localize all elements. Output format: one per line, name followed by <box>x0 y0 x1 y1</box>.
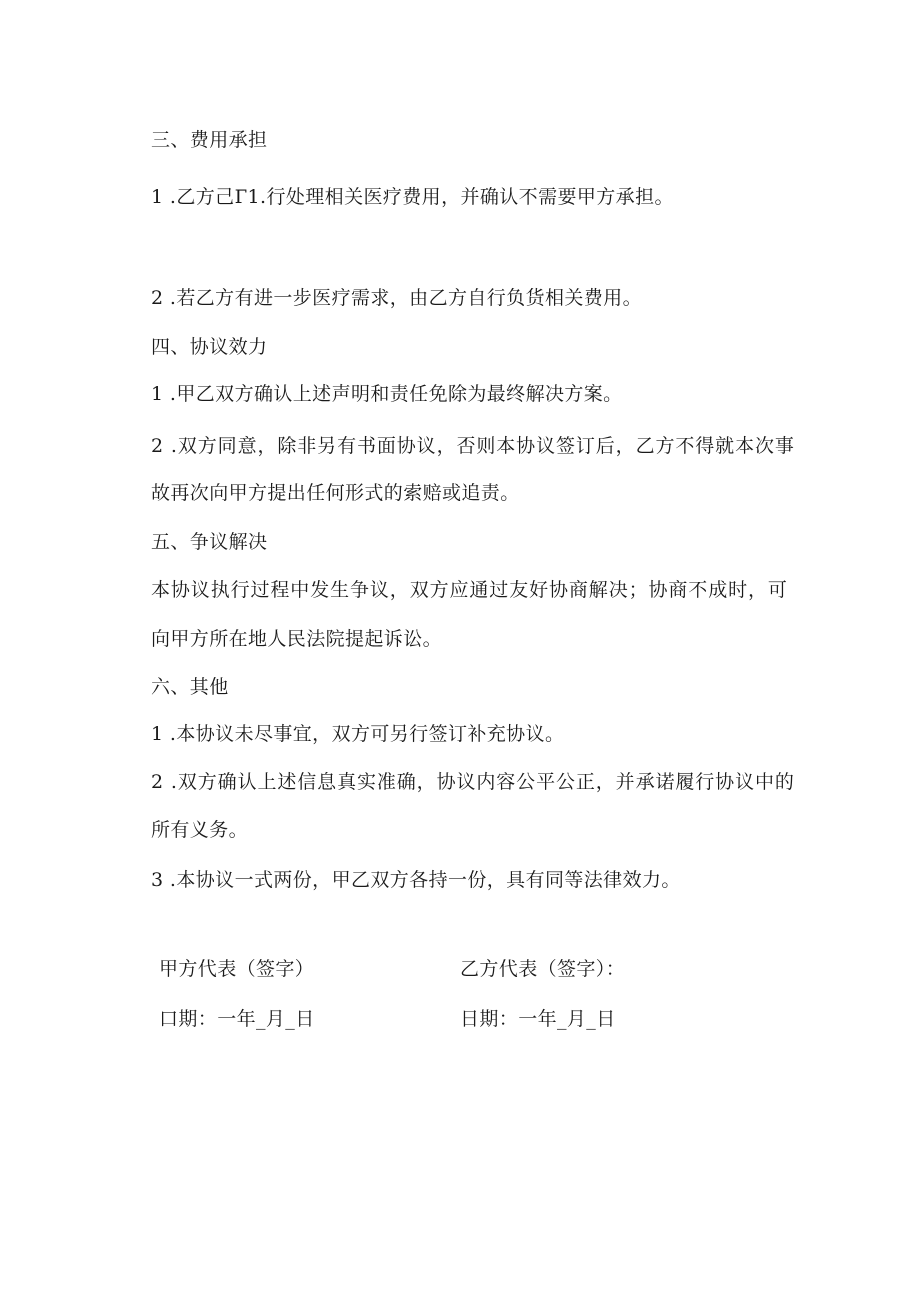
party-a-signature-label: 甲方代表（签字） <box>159 958 315 980</box>
section-5-paragraph-line-2: 向甲方所在地人民法院提起诉讼。 <box>151 628 443 650</box>
section-5-paragraph-line-1: 本协议执行过程中发生争议，双方应通过友好协商解决；协商不成时，可 <box>151 579 788 601</box>
party-b-date-line: 日期：一年_月_日 <box>460 1008 616 1030</box>
section-5-heading: 五、争议解决 <box>151 531 268 553</box>
section-6-item-1: 1 .本协议未尽事宜，双方可另行签订补充协议。 <box>151 723 565 745</box>
section-6-heading: 六、其他 <box>151 676 229 698</box>
section-3-heading: 三、费用承担 <box>151 129 268 151</box>
section-4-heading: 四、协议效力 <box>151 336 268 358</box>
party-a-date-line: 口期：一年_月_日 <box>159 1008 315 1030</box>
section-6-item-2-line-1: 2 .双方确认上述信息真实准确，协议内容公平公正，并承诺履行协议中的 <box>151 771 795 793</box>
section-4-item-2-line-2: 故再次向甲方提出任何形式的索赔或追责。 <box>151 482 520 504</box>
section-4-item-1: 1 .甲乙双方确认上述声明和责任免除为最终解决方案。 <box>151 383 623 405</box>
section-3-item-2: 2 .若乙方有进一步医疗需求，由乙方自行负货相关费用。 <box>151 287 642 309</box>
section-3-item-1: 1 .乙方己Г1.行处理相关医疗费用，并确认不需要甲方承担。 <box>151 186 674 208</box>
party-b-signature-label: 乙方代表（签字）： <box>460 958 626 980</box>
section-6-item-3: 3 .本协议一式两份，甲乙双方各持一份，具有同等法律效力。 <box>151 869 681 891</box>
section-4-item-2-line-1: 2 .双方同意，除非另有书面协议，否则本协议签订后，乙方不得就本次事 <box>151 435 795 457</box>
section-6-item-2-line-2: 所有义务。 <box>151 819 249 841</box>
